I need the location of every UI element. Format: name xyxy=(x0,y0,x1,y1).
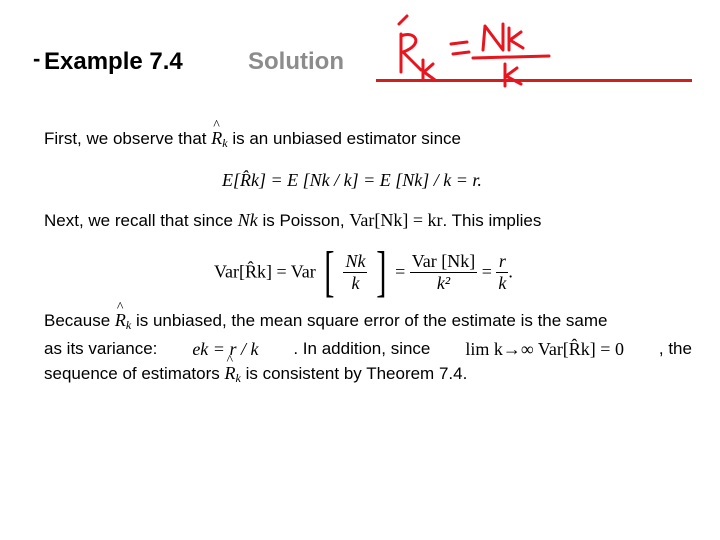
p3-l2-text-b: . In addition, since xyxy=(293,339,431,358)
p3-l2-text-c: , the xyxy=(658,339,692,358)
rk-hat-symbol-3: ^ $R_k$ xyxy=(225,363,241,383)
equation-variance xyxy=(214,241,513,303)
slide-header xyxy=(0,0,720,90)
equation-expectation xyxy=(222,170,482,191)
p3-l2-ek-expr: ek = r / k xyxy=(192,339,259,359)
ink-num-sub-k xyxy=(509,28,523,50)
p2-text-a: Next, we recall that since xyxy=(44,211,233,230)
eq2-frac2-num: Var [Nk] xyxy=(411,250,476,271)
eq2-right-bracket: ] xyxy=(376,241,387,303)
paragraph-1 xyxy=(44,126,461,155)
ink-fraction-bar xyxy=(473,56,549,58)
eq2-frac3-den: k xyxy=(498,272,507,293)
rk-hat-symbol: ^ $R_k$ xyxy=(211,128,227,148)
p2-var-expr: Var[Nk] = kr xyxy=(349,210,443,230)
p1-text-a: First, we observe that xyxy=(44,129,207,148)
p3-l2-limit-expr: lim k→∞ Var[R̂k] = 0 xyxy=(465,339,624,359)
p3-l1-text-a: Because xyxy=(44,311,111,330)
p2-text-c: . This implies xyxy=(442,211,542,230)
solution-title: Solution xyxy=(248,48,344,75)
example-title: Example 7.4 xyxy=(44,48,183,75)
ink-hat-stroke xyxy=(399,16,407,24)
rk-hat-symbol-2: ^ $R_k$ xyxy=(115,310,131,330)
eq2-lhs: Var[R̂k] = Var xyxy=(214,261,316,282)
p2-nk-symbol: Nk xyxy=(237,210,258,230)
title-dash: - xyxy=(33,46,41,71)
p3-line-1 xyxy=(44,308,692,337)
p3-line-3 xyxy=(44,361,692,390)
p2-text-b: is Poisson, xyxy=(262,211,345,230)
eq2-period: . xyxy=(508,261,513,282)
eq2-frac2-den: k² xyxy=(436,272,451,293)
ink-letter-k-sub xyxy=(423,60,435,80)
eq2-frac-r-over-k xyxy=(496,251,508,294)
p1-text-b: is an unbiased estimator since xyxy=(232,129,461,148)
eq2-frac-nk-over-k xyxy=(343,251,367,294)
ink-letter-n xyxy=(483,24,503,50)
p3-l1-text-b: is unbiased, the mean square error of the estimate is the same xyxy=(135,311,608,330)
ink-letter-r xyxy=(401,34,421,72)
p3-line-2 xyxy=(44,337,692,361)
eq2-frac-var-over-k2 xyxy=(410,251,477,294)
ink-equals xyxy=(451,42,469,54)
ink-den-k xyxy=(505,64,521,86)
eq2-left-bracket: [ xyxy=(324,241,335,303)
p3-l3-text-a: sequence of estimators xyxy=(44,364,220,383)
eq1-text: E[R̂k] = E [Nk / k] = E [Nk] / k = r. xyxy=(222,170,482,190)
p3-l3-text-b: is consistent by Theorem 7.4. xyxy=(245,364,468,383)
paragraph-3 xyxy=(44,308,692,390)
paragraph-2 xyxy=(44,208,541,233)
eq2-frac1-den: k xyxy=(351,272,360,293)
eq2-frac3-num: r xyxy=(496,251,508,273)
eq2-frac1-num: Nk xyxy=(345,250,366,271)
handwritten-annotation xyxy=(385,10,555,90)
p3-l2-text-a: as its variance: xyxy=(44,339,158,358)
eq2-equals-2: = xyxy=(481,261,492,282)
eq2-equals-1: = xyxy=(395,261,406,282)
